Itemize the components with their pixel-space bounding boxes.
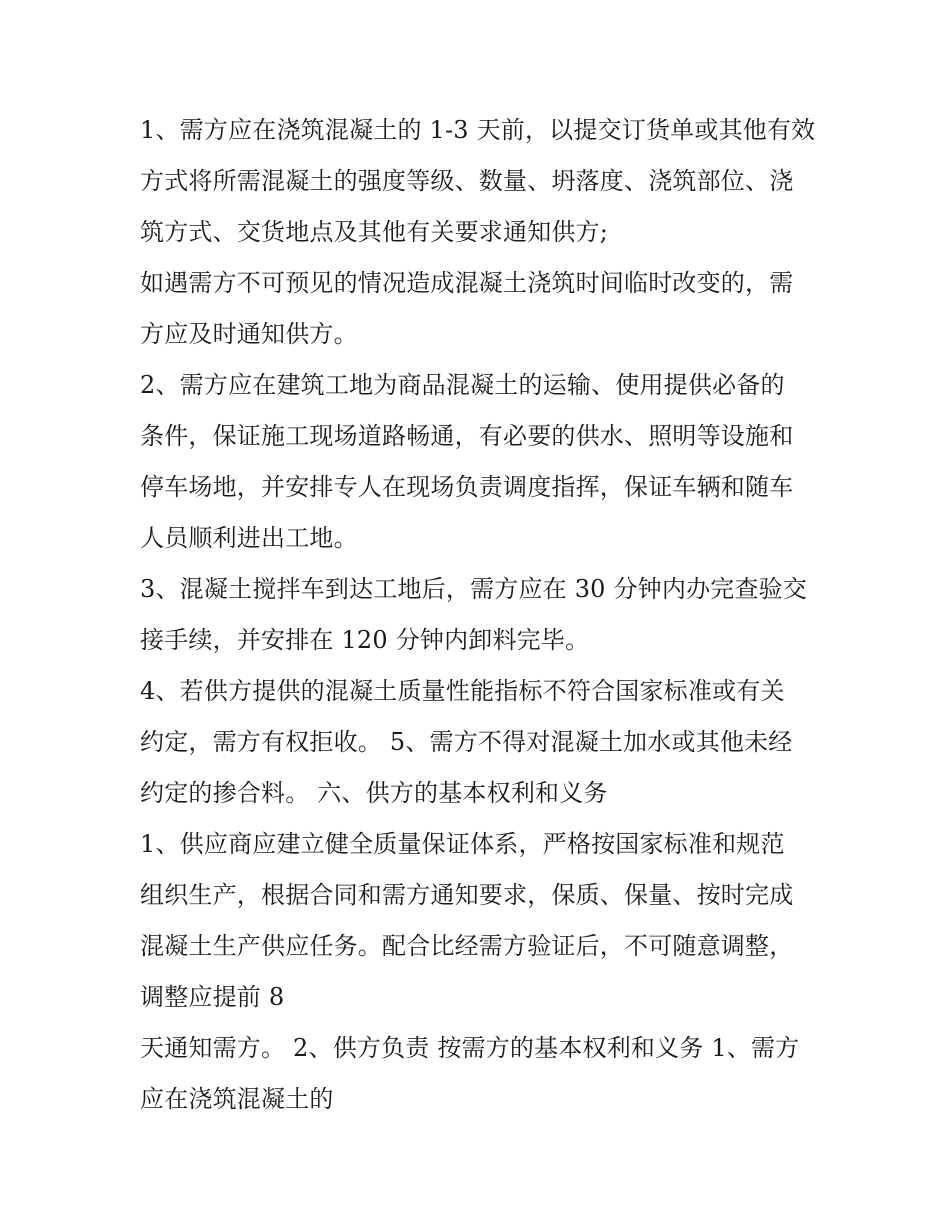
- text-line: 如遇需方不可预见的情况造成混凝土浇筑时间临时改变的，需: [140, 269, 794, 297]
- text-line: 筑方式、交货地点及其他有关要求通知供方;: [140, 218, 609, 246]
- text-line: 1、供应商应建立健全质量保证体系，严格按国家标准和规范: [140, 830, 785, 858]
- text-line: 1、需方应在浇筑混凝土的 1-3 天前，以提交订货单或其他有效: [140, 116, 816, 144]
- text-line: 应在浇筑混凝土的: [140, 1085, 334, 1113]
- text-line: 方应及时通知供方。: [140, 320, 358, 348]
- text-line: 混凝土生产供应任务。配合比经需方验证后，不可随意调整，: [140, 932, 794, 960]
- text-line: 调整应提前 8: [140, 983, 285, 1011]
- text-line: 天通知需方。 2、供方负责 按需方的基本权利和义务 1、需方: [140, 1034, 800, 1062]
- text-line: 约定，需方有权拒收。 5、需方不得对混凝土加水或其他未经: [140, 728, 793, 756]
- text-line: 停车场地，并安排专人在现场负责调度指挥，保证车辆和随车: [140, 473, 794, 501]
- text-line: 人员顺利进出工地。: [140, 524, 358, 552]
- text-line: 条件，保证施工现场道路畅通，有必要的供水、照明等设施和: [140, 422, 794, 450]
- text-line: 3、混凝土搅拌车到达工地后，需方应在 30 分钟内办完查验交: [140, 575, 808, 603]
- text-line: 接手续，并安排在 120 分钟内卸料完毕。: [140, 626, 590, 654]
- text-line: 4、若供方提供的混凝土质量性能指标不符合国家标准或有关: [140, 677, 785, 705]
- text-line: 约定的掺合料。 六、供方的基本权利和义务: [140, 779, 608, 807]
- text-line: 组织生产，根据合同和需方通知要求，保质、保量、按时完成: [140, 881, 794, 909]
- document-body: [140, 105, 820, 1125]
- text-line: 方式将所需混凝土的强度等级、数量、坍落度、浇筑部位、浇: [140, 167, 794, 195]
- text-line: 2、需方应在建筑工地为商品混凝土的运输、使用提供必备的: [140, 371, 785, 399]
